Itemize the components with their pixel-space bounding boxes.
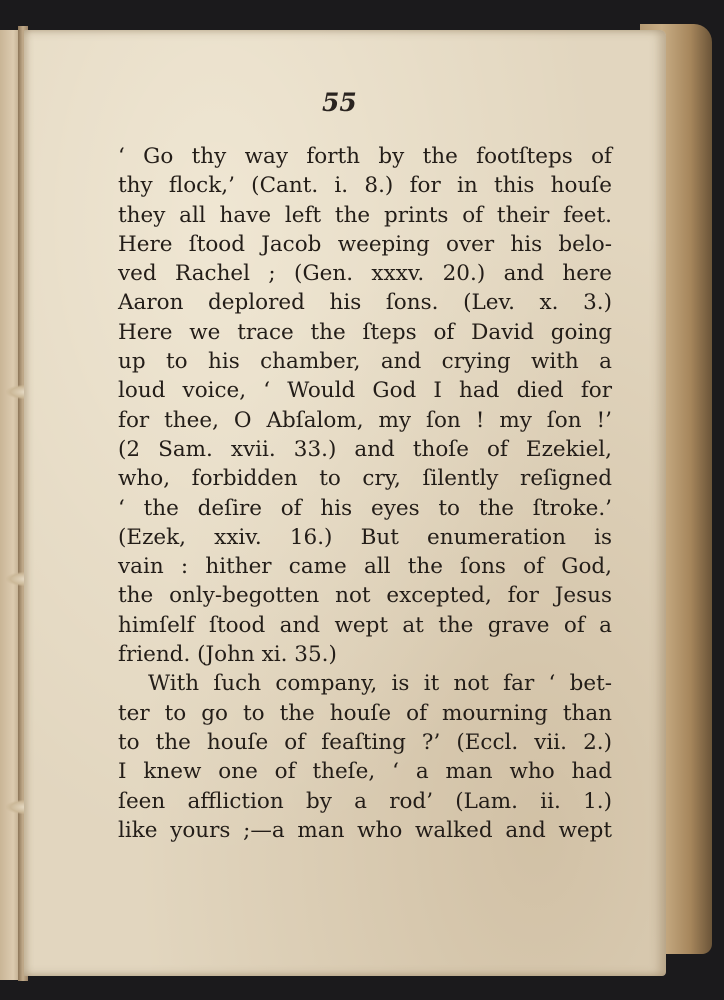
text-line: ved Rachel ; (Gen. xxxv. 20.) and here: [118, 261, 612, 287]
text-line: himſelf ſtood and wept at the grave of a: [118, 612, 612, 638]
text-line: friend. (John xi. 35.): [118, 642, 337, 668]
page-number: 55: [322, 88, 357, 117]
page-text: [118, 142, 612, 845]
text-line: I knew one of theſe, ‘ a man who had: [118, 759, 612, 785]
text-line: they all have left the prints of their feet.: [118, 202, 612, 228]
text-line: to the houſe of feaſting ?’ (Eccl. vii. 2.): [118, 729, 612, 755]
text-line: ‘ the deſire of his eyes to the ſtroke.’: [118, 495, 612, 521]
text-line: like yours ;—a man who walked and wept: [118, 817, 612, 843]
text-line: Aaron deplored his ſons. (Lev. x. 3.): [118, 290, 612, 316]
text-line: who, forbidden to cry, ſilently reſigned: [118, 466, 612, 492]
text-line: (Ezek, xxiv. 16.) But enumeration is: [118, 524, 612, 550]
text-line: for thee, O Abſalom, my ſon ! my ſon !’: [118, 407, 612, 433]
text-line: With ſuch company, is it not far ‘ bet-: [148, 671, 612, 697]
text-line: Here ſtood Jacob weeping over his belo-: [118, 231, 612, 257]
text-line: vain : hither came all the ſons of God,: [118, 554, 612, 580]
text-line: ſeen affliction by a rod’ (Lam. ii. 1.): [118, 788, 612, 814]
text-line: up to his chamber, and crying with a: [118, 349, 612, 375]
text-line: the only-begotten not excepted, for Jesus: [118, 583, 612, 609]
text-line: loud voice, ‘ Would God I had died for: [118, 378, 612, 404]
text-line: Here we trace the ſteps of David going: [118, 319, 612, 345]
text-line: thy flock,’ (Cant. i. 8.) for in this houſe: [118, 173, 612, 199]
text-line: ‘ Go thy way forth by the footſteps of: [118, 144, 612, 169]
text-line: (2 Sam. xvii. 33.) and thoſe of Ezekiel,: [118, 436, 612, 462]
text-line: ter to go to the houſe of mourning than: [118, 700, 612, 726]
